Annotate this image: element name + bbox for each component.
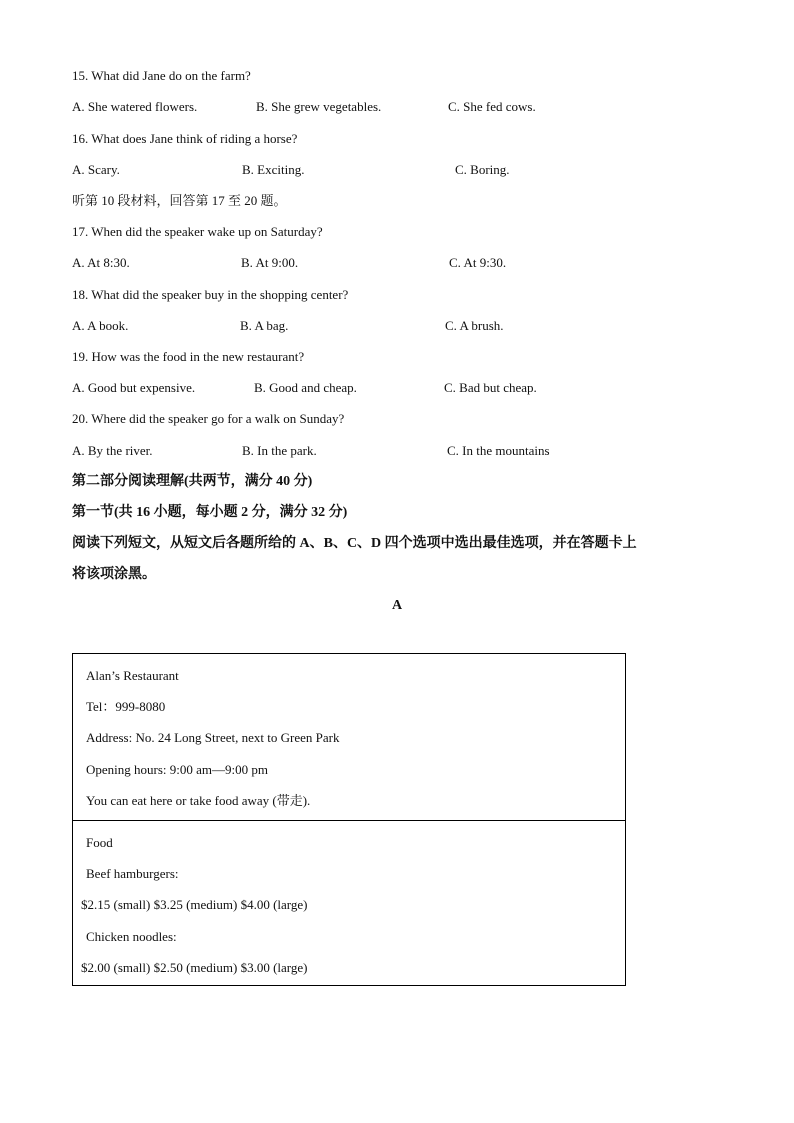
question-20-options	[72, 443, 672, 459]
option-a: A. She watered flowers.	[72, 99, 198, 114]
food-item-prices: $2.15 (small) $3.25 (medium) $4.00 (large)	[81, 897, 308, 912]
option-b: B. At 9:00.	[241, 255, 299, 270]
question-15-options	[72, 99, 672, 115]
option-c: C. She fed cows.	[448, 99, 536, 114]
listening-instruction: 听第 10 段材料，回答第 17 至 20 题。	[72, 193, 287, 208]
option-c: C. In the mountains	[447, 443, 550, 458]
option-a: A. Good but expensive.	[72, 380, 196, 395]
food-heading: Food	[86, 835, 113, 850]
restaurant-info-box	[72, 653, 626, 986]
question-18-options	[72, 318, 672, 334]
passage-label: A	[391, 598, 403, 613]
food-item-name: Chicken noodles:	[86, 929, 177, 944]
option-c: C. Boring.	[455, 162, 510, 177]
part-title: 第二部分阅读理解(共两节，满分 40 分)	[72, 474, 313, 489]
directions-line-1: 阅读下列短文，从短文后各题所给的 A、B、C、D 四个选项中选出最佳选项，并在答题卡上	[72, 536, 637, 551]
option-a: A. Scary.	[72, 162, 120, 177]
option-c: C. At 9:30.	[449, 255, 507, 270]
question-20: 20. Where did the speaker go for a walk on Sunday?	[72, 411, 345, 426]
question-17-options	[72, 255, 672, 271]
option-b: B. In the park.	[242, 443, 317, 458]
section-title: 第一节(共 16 小题，每小题 2 分，满分 32 分)	[72, 505, 348, 520]
question-19: 19. How was the food in the new restaurant?	[72, 349, 305, 364]
food-item-prices: $2.00 (small) $2.50 (medium) $3.00 (large)	[81, 960, 308, 975]
option-b: B. Good and cheap.	[254, 380, 357, 395]
question-19-options	[72, 380, 672, 396]
question-15: 15. What did Jane do on the farm?	[72, 68, 251, 83]
option-a: A. A book.	[72, 318, 129, 333]
option-b: B. She grew vegetables.	[256, 99, 382, 114]
restaurant-hours: Opening hours: 9:00 am—9:00 pm	[86, 762, 268, 777]
option-b: B. A bag.	[240, 318, 289, 333]
option-a: A. At 8:30.	[72, 255, 130, 270]
restaurant-note: You can eat here or take food away (带走).	[86, 793, 311, 808]
restaurant-tel: Tel：999-8080	[86, 699, 166, 714]
question-16-options	[72, 162, 672, 178]
directions-line-2: 将该项涂黑。	[72, 567, 156, 582]
question-17: 17. When did the speaker wake up on Saturday?	[72, 224, 323, 239]
question-16: 16. What does Jane think of riding a horse?	[72, 131, 298, 146]
option-c: C. A brush.	[445, 318, 504, 333]
restaurant-address: Address: No. 24 Long Street, next to Green Park	[86, 730, 340, 745]
option-b: B. Exciting.	[242, 162, 305, 177]
box-divider	[73, 820, 625, 821]
question-18: 18. What did the speaker buy in the shopping center?	[72, 287, 349, 302]
option-a: A. By the river.	[72, 443, 153, 458]
option-c: C. Bad but cheap.	[444, 380, 537, 395]
food-item-name: Beef hamburgers:	[86, 866, 179, 881]
restaurant-name: Alan’s Restaurant	[86, 668, 179, 683]
